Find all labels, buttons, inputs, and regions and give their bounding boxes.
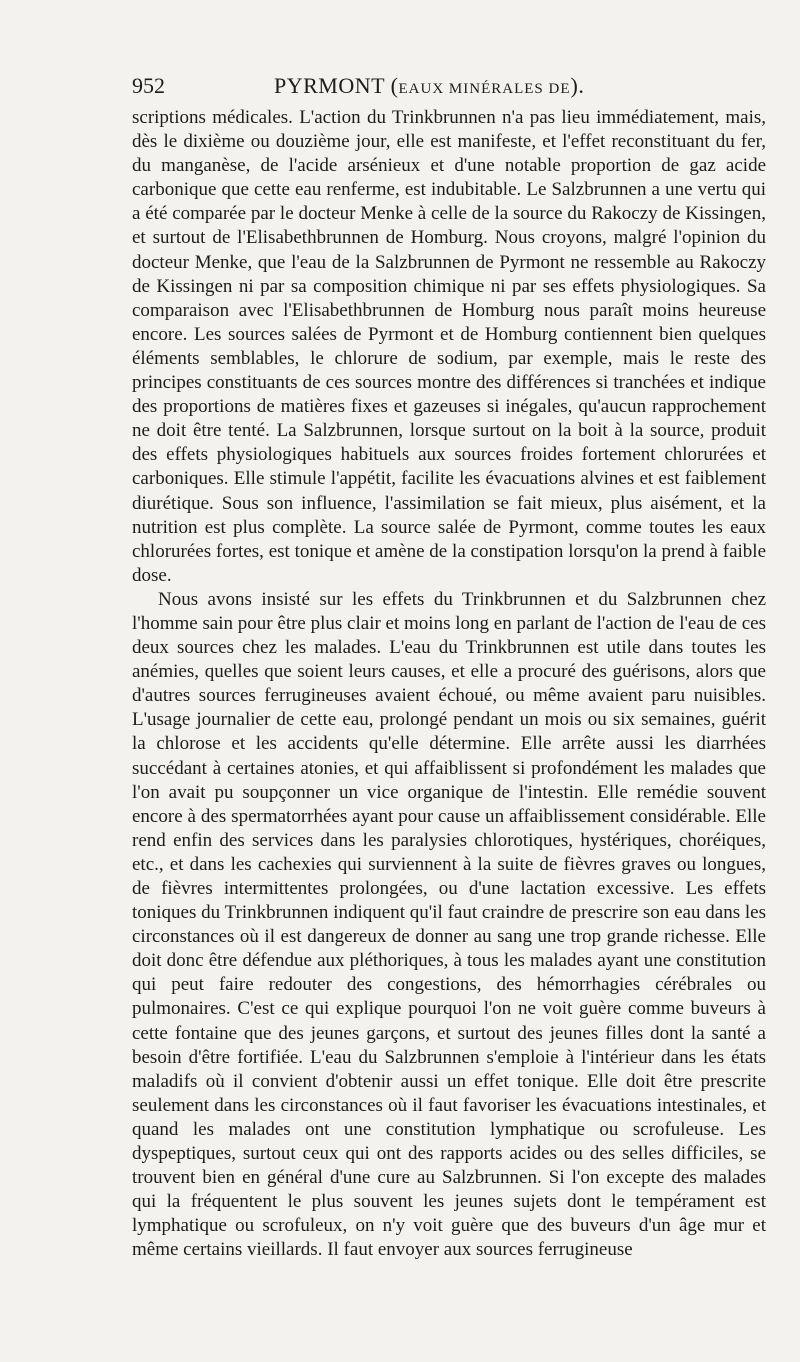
running-title-small-caps: EAUX MINÉRALES DE <box>398 81 571 97</box>
body-text <box>132 106 766 1263</box>
running-title-end: ). <box>570 73 585 98</box>
running-title-main: PYRMONT ( <box>274 73 399 98</box>
page-number: 952 <box>132 73 165 98</box>
running-header <box>132 70 766 102</box>
paragraph-continued: scriptions médicales. L'action du Trinkbrunnen n'a pas lieu immédiatement, mais, dès le dixième ou douzième jour, elle est manifeste, et l'effet reconstituant du fer, du manganèse, de l'acide arsénieux et d'une notable proportion de gaz acide carbonique que cette eau renferme, est indubitable. Le Salzbrunnen a une vertu qui a été comparée par le docteur Menke à celle de la source du Rakoczy de Kissingen, et surtout de l'Elisabethbrunnen de Homburg. Nous croyons, malgré l'opinion du docteur Menke, que l'eau de la Salzbrunnen de Pyrmont ne ressemble au Rakoczy de Kissingen ni par sa composition chimique ni par ses effets physiologiques. Sa comparaison avec l'Elisabethbrunnen de Homburg nous paraît moins heureuse encore. Les sources salées de Pyrmont et de Homburg contiennent bien quelques éléments semblables, le chlorure de sodium, par exemple, mais le reste des principes constituants de ces sources montre des différences si tranchées et indique des proportions de matières fixes et gazeuses si inégales, qu'aucun rapprochement ne doit être tenté. La Salzbrunnen, lorsque surtout on la boit à la source, produit des effets physiologiques habituels aux sources froides fortement chlorurées et carboniques. Elle stimule l'appétit, facilite les évacuations alvines et est faiblement diurétique. Sous son influence, l'assimilation se fait mieux, plus aisément, et la nutrition est plus complète. La source salée de Pyrmont, comme toutes les eaux chlorurées fortes, est tonique et amène de la constipation lorsqu'on la prend à faible dose. <box>132 107 766 586</box>
running-title <box>274 70 584 105</box>
paragraph: Nous avons insisté sur les effets du Trinkbrunnen et du Salzbrunnen chez l'homme sain pour être plus clair et moins long en parlant de l'action de l'eau de ces deux sources chez les malades. L'eau du Trinkbrunnen est utile dans toutes les anémies, quelles que soient leurs causes, et elle a procuré des guérisons, alors que d'autres sources ferrugineuses avaient échoué, ou même avaient paru nuisibles. L'usage journalier de cette eau, prolongé pendant un mois ou six semaines, guérit la chlorose et les accidents qu'elle détermine. Elle arrête aussi les diarrhées succédant à certaines atonies, et qui affaiblissent si profondément les malades que l'on avait pu soupçonner un vice organique de l'intestin. Elle remédie souvent encore à des spermatorrhées ayant pour cause un affaiblissement considérable. Elle rend enfin des services dans les paralysies chlorotiques, hystériques, choréiques, etc., et dans les cachexies qui surviennent à la suite de fièvres graves ou longues, de fièvres intermittentes prolongées, ou d'une lactation excessive. Les effets toniques du Trinkbrunnen indiquent qu'il faut craindre de prescrire son eau dans les circonstances où il est dangereux de donner au sang une trop grande richesse. Elle doit donc être défendue aux pléthoriques, à tous les malades ayant une constitution qui peut faire redouter des congestions, des hémorrhagies cérébrales ou pulmonaires. C'est ce qui explique pourquoi l'on ne voit guère comme buveurs à cette fontaine que des jeunes garçons, et surtout des jeunes filles dont la santé a besoin d'être fortifiée. L'eau du Salzbrunnen s'emploie à l'intérieur dans les états maladifs où il convient d'obtenir aussi un effet tonique. Elle doit être prescrite seulement dans les circonstances où il faut favoriser les évacuations intestinales, et quand les malades ont une constitution lymphatique ou scrofuleuse. Les dyspeptiques, surtout ceux qui ont des rapports acides ou des selles difficiles, se trouvent bien en général d'une cure au Salzbrunnen. Si l'on excepte des malades qui la fréquentent le plus souvent les jeunes sujets dont le tempérament est lymphatique ou scrofuleux, on n'y voit guère que des buveurs d'un âge mur et même certains vieillards. Il faut envoyer aux sources ferrugineuse <box>132 588 766 1261</box>
